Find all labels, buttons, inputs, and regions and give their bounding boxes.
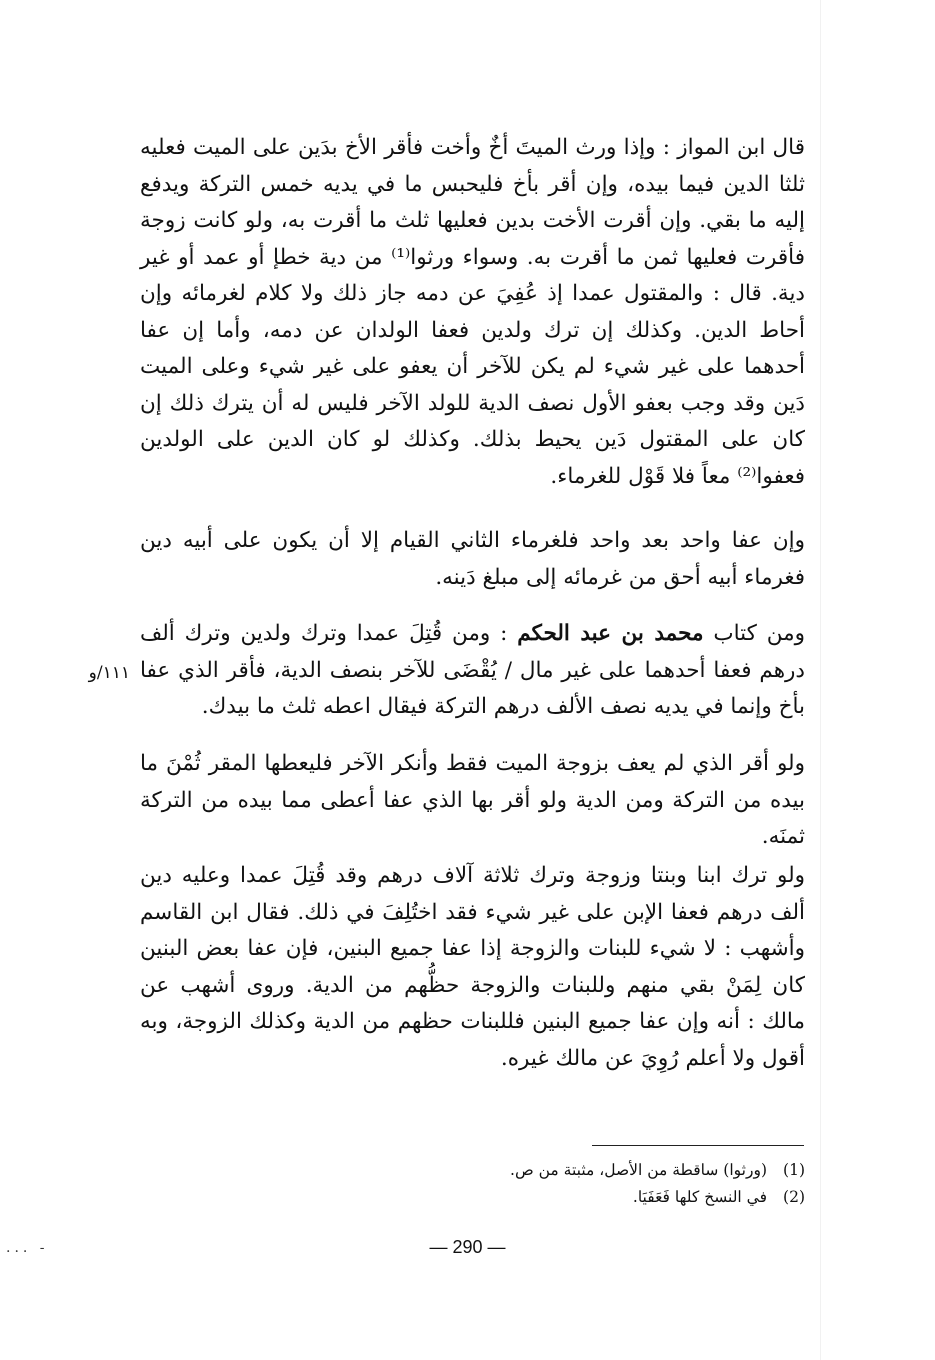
- footnote-number: (1): [783, 1161, 805, 1179]
- footnote-text: في النسخ كلها فَعَفَيَا.: [632, 1188, 767, 1206]
- footnote-divider: [592, 1145, 804, 1146]
- footnote-text: (ورثوا) ساقطة من الأصل، مثبتة من ص.: [510, 1161, 767, 1179]
- folio-margin-note: ١١١/و: [88, 663, 130, 683]
- book-intro: ومن كتاب: [713, 621, 805, 646]
- paragraph-successive-pardon: وإن عفا واحد بعد واحد فلغرماء الثاني القيام إلا أن يكون على أبيه دين فغرماء أبيه أحق من غرمائه إلى مبلغ دَينه.: [140, 528, 805, 590]
- footnote-1: [300, 1157, 805, 1184]
- scan-artifact-marks: ... -: [6, 1240, 49, 1256]
- page-number: — 290 —: [429, 1237, 506, 1257]
- footnotes: [300, 1157, 805, 1211]
- paragraph-book-ibn-abd-al-hakam: [140, 616, 805, 726]
- scan-fold-line: [820, 0, 821, 1360]
- footnote-2: [300, 1184, 805, 1211]
- footnote-number: (2): [783, 1188, 805, 1206]
- paragraph-son-daughter-wife: ولو ترك ابنا وبنتا وزوجة وترك ثلاثة آلاف درهم وقد قُتِلَ عمدا وعليه دين ألف درهم فعفا الإبن على غير شيء فقد اختُلِفَ في ذلك. فقال ابن القاسم وأشهب : لا شيء للبنات والزوجة إذا عفا جميع البنين، فإن عفا بعض البنين كان لِمَنْ بقي منهم وللبنات والزوجة حظُّهم من الدية. وروى أشهب عن مالك : أنه وإن عفا جميع البنين فللبنات حظهم من الدية وكذلك الزوجة، وبه أقول ولا أعلم رُوِيَ عن مالك غيره.: [140, 863, 805, 1071]
- paragraph-ibn-al-mawaz: قال ابن المواز : وإذا ورث الميتَ أخٌ وأخت فأقر الأخ بدَين على الميت فعليه ثلثا الدين فيما بيده، وإن أقر بأخ فليحبس ما في يديه خمس التركة ويدفع إليه ما بقي. وإن أقرت الأخت بدين فعليها ثلث ما أقرت به، ولو كانت زوجة فأقرت فعليها ثمن ما أقرت به. وسواء ورثوا⁽¹⁾ من دية خطإ أو عمد أو غير دية. قال : والمقتول عمدا إذ عُفِيَ عن دمه جاز ذلك ولا كلام لغرمائه وإن أحاط الدين. وكذلك إن ترك ولدين فعفا الولدان عن دمه، وأما إن عفا أحدهما على غير شيء لم يكن للآخر أن يعفو على غير شيء وعلى الميت دَين وقد وجب بعفو الأول نصف الدية للولد الآخر فليس له أن يترك ذلك إن كان على المقتول دَين يحيط بذلك. وكذلك لو كان الدين على الولدين فعفوا⁽²⁾ معاً فلا قَوْل للغرماء.: [140, 135, 805, 489]
- book-paragraph-body: : ومن قُتِلَ عمدا وترك ولدين وترك ألف درهم فعفا أحدهما على غير مال / يُقْضَى للآخر بنصف الدية، فأقر الذي عفا بأخ وإنما في يديه نصف الألف درهم التركة فيقال اعطه ثلث ما بيدك.: [140, 621, 805, 719]
- paragraph-wife-acknowledgement: ولو أقر الذي لم يعف بزوجة الميت فقط وأنكر الآخر فليعطها المقر ثُمْنَ ما بيده من التركة ومن الدية ولو أقر بها الذي عفا أعطى مما بيده من التركة ثمنَه.: [140, 751, 805, 849]
- book-author-name: محمد بن عبد الحكم: [517, 621, 704, 646]
